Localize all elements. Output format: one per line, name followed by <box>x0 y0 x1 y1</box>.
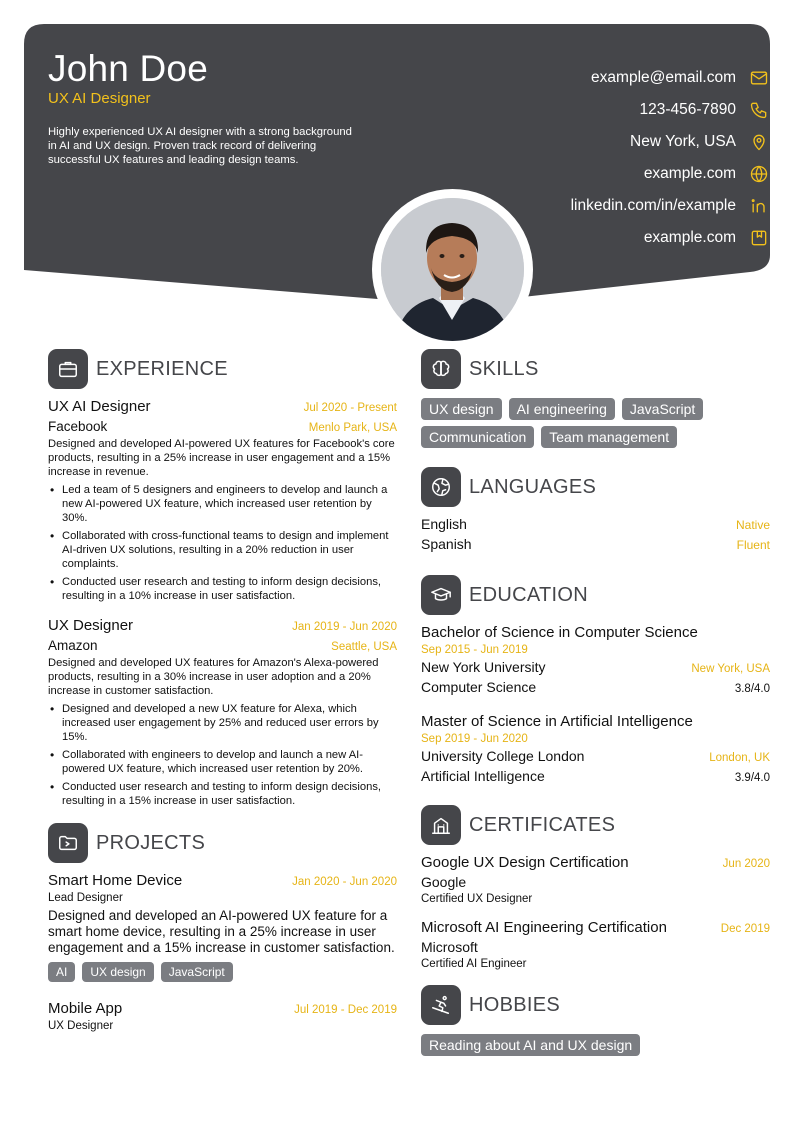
brain-icon <box>421 349 461 389</box>
project-entry <box>48 872 397 982</box>
language-item <box>421 536 770 556</box>
contact-location <box>410 126 770 158</box>
achievement-item: • Led a team of 5 designers and engineers to develop and launch a new AI-powered UX feature, which increased user retention by 30%. <box>48 483 397 525</box>
job-title: UX AI Designer <box>48 398 151 415</box>
education-date: Sep 2015 - Jun 2019 <box>421 644 528 656</box>
folder-icon <box>48 823 88 863</box>
hobby-tags <box>421 1034 770 1056</box>
experience-title: EXPERIENCE <box>96 357 228 380</box>
education-date: Sep 2019 - Jun 2020 <box>421 733 528 745</box>
education-location: New York, USA <box>691 663 770 675</box>
skiing-icon <box>421 985 461 1025</box>
language-level: Native <box>735 518 770 532</box>
language-item <box>421 516 770 536</box>
skill-tag: AI engineering <box>509 398 615 420</box>
project-date: Jan 2020 - Jun 2020 <box>292 876 397 888</box>
left-column <box>48 348 397 1044</box>
job-title: UX Designer <box>48 617 134 634</box>
education-gpa: 3.8/4.0 <box>734 683 770 695</box>
education-field: Artificial Intelligence <box>421 768 545 784</box>
job-description: Designed and developed AI-powered UX features for Facebook's core products, resulting in a 25% increase in user engagement and a 15% increase in revenue. <box>48 438 395 478</box>
achievement-item: • Designed and developed a new UX feature for Alexa, which increased user engagement by 25% and reduced user errors by 15%. <box>48 702 397 744</box>
hobbies-heading <box>421 984 770 1026</box>
skill-tag: Team management <box>541 426 677 448</box>
languages-title: LANGUAGES <box>469 475 597 498</box>
certificate-title: Google UX Design Certification <box>421 854 629 871</box>
profile-photo <box>381 198 524 341</box>
world-icon <box>421 467 461 507</box>
job-location: Menlo Park, USA <box>308 422 397 434</box>
project-role: Lead Designer <box>48 892 123 904</box>
skills-heading <box>421 348 770 390</box>
job-description: Designed and developed UX features for Amazon's Alexa-powered products, resulting in a 30% increase in user adoption and a 20% increase in customer satisfaction. <box>48 657 379 697</box>
achievement-item: • Conducted user research and testing to inform design decisions, resulting in a 15% increase in user satisfaction. <box>48 780 397 808</box>
graduation-cap-icon <box>421 575 461 615</box>
achievement-item: • Conducted user research and testing to inform design decisions, resulting in a 10% increase in user satisfaction. <box>48 575 397 603</box>
education-school: University College London <box>421 748 585 764</box>
certificate-entry <box>421 919 770 970</box>
contact-email-text[interactable]: example@email.com <box>591 69 736 86</box>
project-role: UX Designer <box>48 1020 114 1032</box>
education-title: EDUCATION <box>469 583 588 606</box>
certificates-title: CERTIFICATES <box>469 813 616 836</box>
education-school: New York University <box>421 659 546 675</box>
achievement-item: • Collaborated with cross-functional teams to design and implement AI-driven UX solutions, resulting in a 20% reduction in user complaints. <box>48 529 397 571</box>
job-company: Amazon <box>48 638 98 653</box>
skill-tags <box>421 398 770 448</box>
globe-icon <box>748 163 770 185</box>
skill-tag: JavaScript <box>622 398 703 420</box>
contact-website[interactable] <box>410 158 770 190</box>
education-degree: Master of Science in Artificial Intelligence <box>421 713 693 730</box>
language-level: Fluent <box>736 538 770 552</box>
profile-summary: Highly experienced UX AI designer with a strong background in AI and UX design. Proven track record of delivering successful UX features and leading design teams. <box>48 126 352 166</box>
project-tag: JavaScript <box>161 962 233 982</box>
job-location: Seattle, USA <box>331 641 397 653</box>
profile-photo-frame <box>372 189 533 350</box>
project-date: Jul 2019 - Dec 2019 <box>294 1004 397 1016</box>
certificate-description: Certified AI Engineer <box>421 958 527 970</box>
education-heading <box>421 574 770 616</box>
linkedin-icon <box>748 195 770 217</box>
language-name: Spanish <box>421 536 472 552</box>
languages-heading <box>421 466 770 508</box>
certificate-description: Certified UX Designer <box>421 893 533 905</box>
contact-phone-text[interactable]: 123-456-7890 <box>639 101 736 118</box>
education-entry <box>421 624 770 699</box>
certificate-entry <box>421 854 770 905</box>
job-date: Jul 2020 - Present <box>303 402 397 414</box>
project-tag: AI <box>48 962 75 982</box>
project-title: Smart Home Device <box>48 872 183 889</box>
certificates-heading <box>421 804 770 846</box>
education-entry <box>421 713 770 788</box>
candidate-title: UX AI Designer <box>48 90 151 107</box>
bookmark-icon <box>748 227 770 249</box>
contact-email[interactable] <box>410 62 770 94</box>
project-tags <box>48 962 397 982</box>
skill-tag: UX design <box>421 398 502 420</box>
language-name: English <box>421 516 467 532</box>
education-field: Computer Science <box>421 679 537 695</box>
contact-portfolio-text[interactable]: example.com <box>643 229 736 246</box>
contact-location-text: New York, USA <box>630 133 736 150</box>
projects-heading <box>48 822 397 864</box>
certificate-date: Jun 2020 <box>722 858 770 870</box>
projects-title: PROJECTS <box>96 831 206 854</box>
briefcase-icon <box>48 349 88 389</box>
skills-title: SKILLS <box>469 357 539 380</box>
language-list <box>421 516 770 556</box>
certificate-title: Microsoft AI Engineering Certification <box>421 919 667 936</box>
contact-phone[interactable] <box>410 94 770 126</box>
phone-icon <box>748 99 770 121</box>
contact-linkedin-text[interactable]: linkedin.com/in/example <box>570 197 736 214</box>
location-icon <box>748 131 770 153</box>
experience-entry <box>48 617 397 808</box>
mail-icon <box>748 67 770 89</box>
building-icon <box>421 805 461 845</box>
certificate-date: Dec 2019 <box>720 923 770 935</box>
experience-entry <box>48 398 397 603</box>
certificate-issuer: Microsoft <box>421 939 478 955</box>
education-location: London, UK <box>709 752 770 764</box>
job-company: Facebook <box>48 419 108 434</box>
experience-heading <box>48 348 397 390</box>
hobbies-title: HOBBIES <box>469 993 561 1016</box>
job-date: Jan 2019 - Jun 2020 <box>292 621 397 633</box>
project-description: Designed and developed an AI-powered UX feature for a smart home device, resulting in a 25% increase in user engagement and a 15% increase in customer satisfaction. <box>48 908 395 955</box>
candidate-name: John Doe <box>48 48 208 89</box>
right-column <box>421 348 770 1074</box>
education-degree: Bachelor of Science in Computer Science <box>421 624 698 641</box>
education-gpa: 3.9/4.0 <box>734 772 770 784</box>
skill-tag: Communication <box>421 426 534 448</box>
project-tag: UX design <box>82 962 153 982</box>
certificate-issuer: Google <box>421 874 467 890</box>
job-achievements <box>48 702 397 808</box>
job-achievements <box>48 483 397 603</box>
project-entry <box>48 1000 397 1032</box>
project-title: Mobile App <box>48 1000 123 1017</box>
contact-website-text[interactable]: example.com <box>643 165 736 182</box>
achievement-item: • Collaborated with engineers to develop and launch a new AI-powered UX feature, which increased user retention by 20%. <box>48 748 397 776</box>
hobby-tag: Reading about AI and UX design <box>421 1034 640 1056</box>
